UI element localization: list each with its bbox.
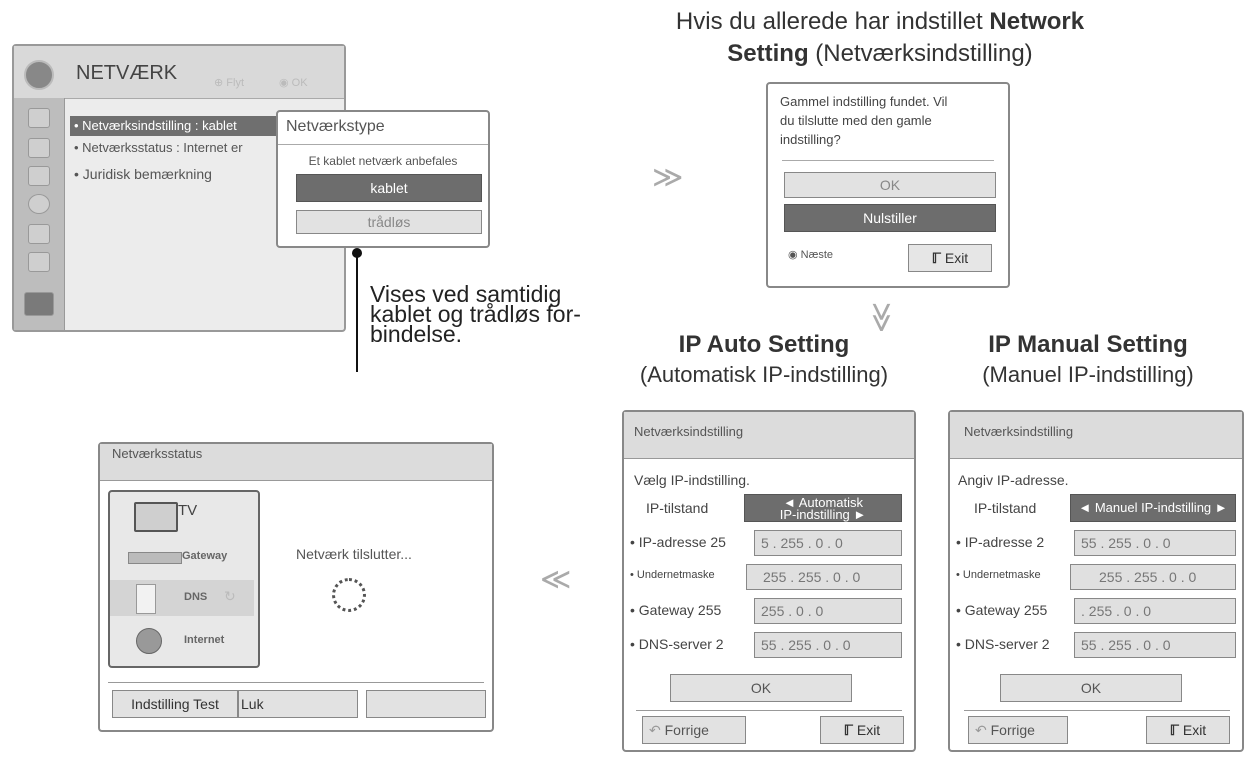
subnet-mask-field[interactable]: 255 . 255 . 0 . 0	[746, 564, 902, 590]
exit-icon: ℾ	[931, 250, 941, 266]
back-icon: ↶	[649, 722, 661, 738]
dns-server-label: • DNS-server 2	[630, 636, 724, 652]
ip-auto-ok-button[interactable]: OK	[670, 674, 852, 702]
exit-button[interactable]: ℾ Exit	[908, 244, 992, 272]
network-globe-icon	[24, 60, 54, 90]
tv-icon	[134, 502, 178, 532]
ok-hint: ◉ OK	[279, 77, 308, 89]
ip-manual-back-button[interactable]: ↶ Forrige	[968, 716, 1068, 744]
status-diagram	[108, 490, 260, 668]
ip-auto-title: Netværksindstilling	[634, 424, 744, 439]
manual-ip-address-label: • IP-adresse 2	[956, 534, 1045, 550]
dialog-divider	[782, 160, 994, 161]
network-status-panel	[98, 442, 494, 732]
ip-manual-caption: IP Manual Setting (Manuel IP-indstilling)	[982, 331, 1194, 387]
ip-auto-mode-selector[interactable]: ◄ Automatisk IP-indstilling ►	[744, 494, 902, 522]
manual-gateway-label: • Gateway 255	[956, 602, 1048, 618]
ip-manual-mode-selector[interactable]: ◄ Manuel IP-indstilling ►	[1070, 494, 1236, 522]
lock-icon[interactable]	[28, 224, 50, 244]
wireless-option[interactable]: trådløs	[296, 210, 482, 234]
status-divider	[108, 682, 484, 683]
ok-button[interactable]: OK	[784, 172, 996, 198]
ip-auto-exit-button[interactable]: ℾ Exit	[820, 716, 904, 744]
network-icon[interactable]	[24, 292, 54, 316]
manual-dns-server-field[interactable]: 55 . 255 . 0 . 0	[1074, 632, 1236, 658]
menu-item-network-status[interactable]: • Netværksstatus : Internet er	[74, 140, 243, 155]
recommend-text: Et kablet netværk anbefales	[308, 154, 458, 168]
ip-auto-divider	[636, 710, 902, 711]
menu-item-network-setting[interactable]: • Netværksindstilling : kablet	[70, 116, 280, 136]
ip-manual-title: Netværksindstilling	[964, 424, 1074, 439]
ip-manual-ok-button[interactable]: OK	[1000, 674, 1182, 702]
back-icon: ↶	[975, 722, 987, 738]
picture-icon[interactable]	[28, 108, 50, 128]
exit-icon: ℾ	[843, 722, 853, 738]
ip-manual-mode-label: IP-tilstand	[974, 500, 1037, 516]
manual-dns-server-label: • DNS-server 2	[956, 636, 1050, 652]
ip-manual-panel	[948, 410, 1244, 752]
setup-icon[interactable]	[28, 166, 50, 186]
empty-button[interactable]	[366, 690, 486, 718]
setting-test-button[interactable]: Indstilling Test	[112, 690, 238, 718]
down-arrow: ≫	[865, 301, 899, 334]
ip-auto-title-bar	[624, 412, 914, 459]
time-icon[interactable]	[28, 194, 50, 214]
popup-title: Netværkstype	[286, 118, 385, 135]
ip-auto-caption: IP Auto Setting (Automatisk IP-indstilling)	[639, 331, 889, 387]
exit-icon: ℾ	[1169, 722, 1179, 738]
reset-button[interactable]: Nulstiller	[784, 204, 996, 232]
ip-manual-exit-button[interactable]: ℾ Exit	[1146, 716, 1230, 744]
internet-label: Internet	[184, 634, 225, 646]
move-hint: ⊕ Flyt	[214, 77, 245, 89]
gateway-icon	[128, 552, 182, 564]
ip-auto-panel	[622, 410, 916, 752]
gateway-label: • Gateway 255	[630, 602, 722, 618]
callout-text: Vises ved samtidig kablet og trådløs for- bindelse.	[370, 281, 581, 347]
refresh-icon: ↻	[224, 588, 236, 604]
tv-label: TV	[178, 502, 198, 519]
menu-title: NETVÆRK	[76, 62, 178, 84]
dns-server-field[interactable]: 55 . 255 . 0 . 0	[754, 632, 902, 658]
ip-manual-divider	[964, 710, 1230, 711]
popup-divider	[278, 144, 488, 145]
ip-manual-title-bar	[950, 412, 1242, 459]
connecting-text: Netværk tilslutter...	[296, 546, 412, 562]
ip-auto-back-button[interactable]: ↶ Forrige	[642, 716, 746, 744]
network-setting-caption: Hvis du allerede har indstillet Network Setting (Netværksindstilling)	[675, 8, 1085, 67]
ip-manual-prompt: Angiv IP-adresse.	[958, 472, 1069, 488]
close-button[interactable]: Luk	[238, 690, 358, 718]
next-hint[interactable]: ◉ Næste	[788, 249, 834, 261]
status-title-bar	[100, 444, 492, 481]
wired-option[interactable]: kablet	[296, 174, 482, 202]
ip-auto-prompt: Vælg IP-indstilling.	[634, 472, 750, 488]
gateway-label: Gateway	[182, 550, 228, 562]
dialog-message: Gammel indstilling fundet. Vil du tilslutte med den gamle indstilling?	[780, 94, 948, 147]
ip-address-label: • IP-adresse 25	[630, 534, 726, 550]
dns-icon	[136, 584, 156, 614]
menu-item-legal-notice[interactable]: • Juridisk bemærkning	[74, 166, 212, 182]
internet-icon	[136, 628, 162, 654]
callout-line	[356, 256, 358, 372]
status-title: Netværksstatus	[112, 446, 203, 461]
manual-gateway-field[interactable]: . 255 . 0 . 0	[1074, 598, 1236, 624]
right-arrow: ≫	[652, 161, 684, 194]
loading-spinner-icon	[332, 578, 366, 612]
gateway-field[interactable]: 255 . 0 . 0	[754, 598, 902, 624]
ip-auto-mode-label: IP-tilstand	[646, 500, 709, 516]
old-setting-dialog	[766, 82, 1010, 288]
option-icon[interactable]	[28, 252, 50, 272]
manual-subnet-mask-field[interactable]: 255 . 255 . 0 . 0	[1070, 564, 1236, 590]
ip-address-field[interactable]: 5 . 255 . 0 . 0	[754, 530, 902, 556]
manual-ip-address-field[interactable]: 55 . 255 . 0 . 0	[1074, 530, 1236, 556]
subnet-mask-label: • Undernetmaske	[630, 569, 715, 581]
dns-label: DNS	[184, 591, 208, 603]
left-arrow: ≪	[540, 563, 572, 596]
network-type-popup	[276, 110, 490, 248]
sound-icon[interactable]	[28, 138, 50, 158]
manual-subnet-mask-label: • Undernetmaske	[956, 569, 1041, 581]
menu-header	[14, 46, 344, 99]
